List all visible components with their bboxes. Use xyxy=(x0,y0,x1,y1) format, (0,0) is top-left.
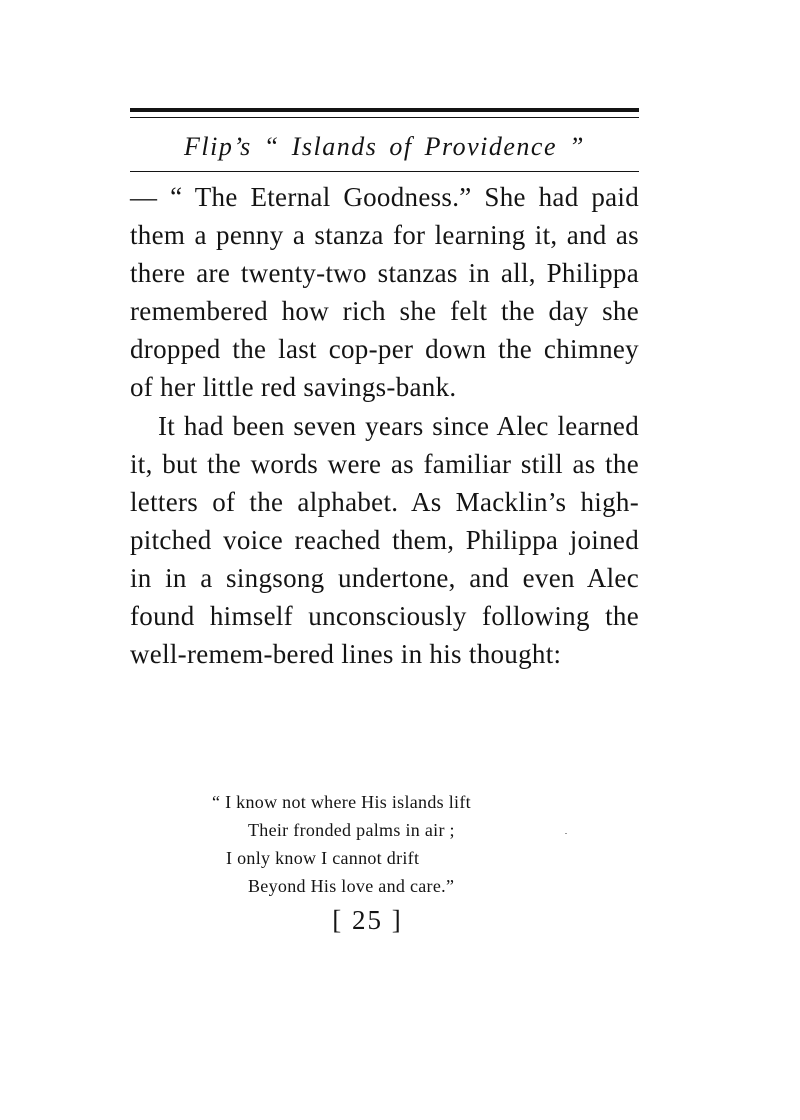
paragraph: — “ The Eternal Goodness.” She had paid them a penny a stanza for learning it, and as there are twenty-two stanzas in all, Philippa remembered how rich she felt the day she dropped the last cop-per down the chimney of her little red savings-bank. xyxy=(130,182,639,403)
body-text xyxy=(130,178,639,673)
verse-line: Their fronded palms in air ; xyxy=(248,820,455,840)
header-rule-thin-bottom xyxy=(130,171,639,172)
paragraph: It had been seven years since Alec learned it, but the words were as familiar still as the letters of the alphabet. As Macklin’s high-pitched voice reached them, Philippa joined in in a singsong undertone, and even Alec found himself unconsciously following the well-remem-bered lines in his thought: xyxy=(130,410,639,670)
verse-line: Beyond His love and care.” xyxy=(248,876,455,896)
verse-line: I only know I cannot drift xyxy=(226,848,420,868)
running-head: Flip’s “ Islands of Providence ” xyxy=(184,132,585,161)
header-rule-thin-top xyxy=(130,117,639,118)
verse-line: “ I know not where His islands lift xyxy=(212,792,471,812)
header-rule-thick xyxy=(130,108,639,112)
ink-speck xyxy=(565,833,567,834)
verse-quote xyxy=(212,788,471,900)
page-number: [ 25 ] xyxy=(332,905,403,935)
